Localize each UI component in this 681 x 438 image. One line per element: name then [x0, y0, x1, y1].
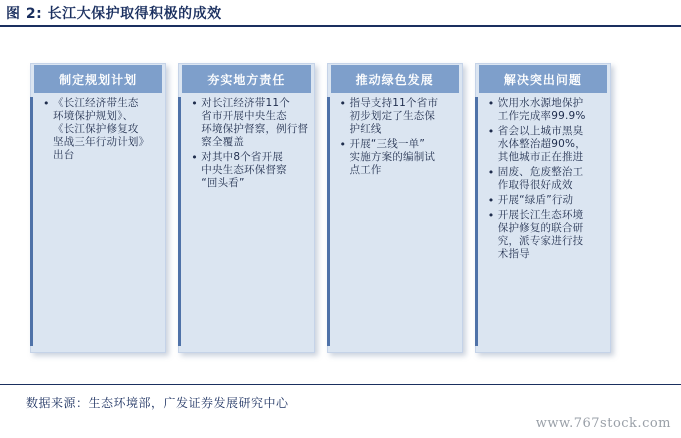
- column-header: 解决突出问题: [479, 65, 607, 93]
- bullet-item: [43, 97, 156, 162]
- bullet-line: 环境保护规划》、: [53, 110, 134, 122]
- bullet-list: [476, 97, 607, 261]
- source-note: 数据来源：生态环境部，广发证券发展研究中心: [26, 396, 289, 410]
- bullet-line: 环境保护督察，例行督: [201, 123, 309, 135]
- source-divider: [0, 384, 681, 385]
- bullet-list: [328, 97, 459, 177]
- figure-title: 图 2: 长江大保护取得积极的成效: [6, 6, 222, 22]
- bullet-line: 究，派专家进行技: [497, 235, 584, 247]
- bullet-line: “回头看”: [201, 177, 245, 189]
- bullet-line: • 对长江经济带11个: [201, 97, 290, 109]
- bullet-item: [488, 209, 601, 261]
- bullet-item: [191, 97, 309, 149]
- column-body: [476, 97, 607, 352]
- achievement-columns: [30, 63, 611, 353]
- bullet-line: 作取得很好成效: [497, 179, 573, 191]
- column-body: [179, 97, 310, 352]
- column-header: 推动绿色发展: [331, 65, 459, 93]
- bullet-line: • 开展长江生态环境: [497, 209, 584, 221]
- bullet-item: [340, 138, 453, 177]
- bullet-line: 其他城市正在推进: [497, 151, 584, 163]
- bullet-line: • 开展“绿盾”行动: [497, 194, 574, 206]
- bullet-line: 察全覆盖: [201, 136, 245, 148]
- bullet-item: [340, 97, 453, 136]
- bullet-list: [179, 97, 310, 190]
- bullet-line: 保护修复的联合研: [497, 222, 584, 234]
- bullet-line: • 《长江经济带生态: [53, 97, 139, 109]
- column-header: 制定规划计划: [34, 65, 162, 93]
- bullet-item: [488, 97, 601, 123]
- bullet-item: [488, 125, 601, 164]
- bullet-line: • 开展“三线一单”: [349, 138, 425, 150]
- column-1: [30, 63, 166, 353]
- column-3: [327, 63, 463, 353]
- bullet-line: 点工作: [349, 164, 382, 176]
- bullet-line: 出台: [53, 149, 75, 161]
- column-body: [328, 97, 459, 352]
- bullet-line: 护红线: [349, 123, 382, 135]
- watermark: www.767stock.com: [535, 416, 671, 431]
- bullet-line: 实施方案的编制试: [349, 151, 436, 163]
- bullet-line: • 省会以上城市黑臭: [497, 125, 584, 137]
- column-2: [178, 63, 314, 353]
- column-header: 夯实地方责任: [182, 65, 310, 93]
- bullet-line: 术指导: [497, 248, 530, 260]
- bullet-list: [31, 97, 162, 162]
- bullet-line: • 固废、危废整治工: [497, 166, 584, 178]
- bullet-line: 《长江保护修复攻: [53, 123, 139, 135]
- bullet-item: [191, 151, 304, 190]
- bullet-item: [488, 194, 601, 207]
- bullet-line: 工作完成率99.9%: [497, 110, 586, 122]
- title-divider: [0, 25, 681, 27]
- bullet-line: • 对其中8个省开展: [201, 151, 284, 163]
- bullet-line: • 饮用水水源地保护: [497, 97, 584, 109]
- bullet-line: 坚战三年行动计划》: [53, 136, 150, 148]
- bullet-line: 中央生态环保督察: [201, 164, 287, 176]
- bullet-line: 初步划定了生态保: [349, 110, 436, 122]
- column-4: [475, 63, 611, 353]
- bullet-line: • 指导支持11个省市: [349, 97, 439, 109]
- bullet-line: 省市开展中央生态: [201, 110, 287, 122]
- bullet-line: 水体整治超90%，: [497, 138, 586, 150]
- column-body: [31, 97, 162, 352]
- bullet-item: [488, 166, 601, 192]
